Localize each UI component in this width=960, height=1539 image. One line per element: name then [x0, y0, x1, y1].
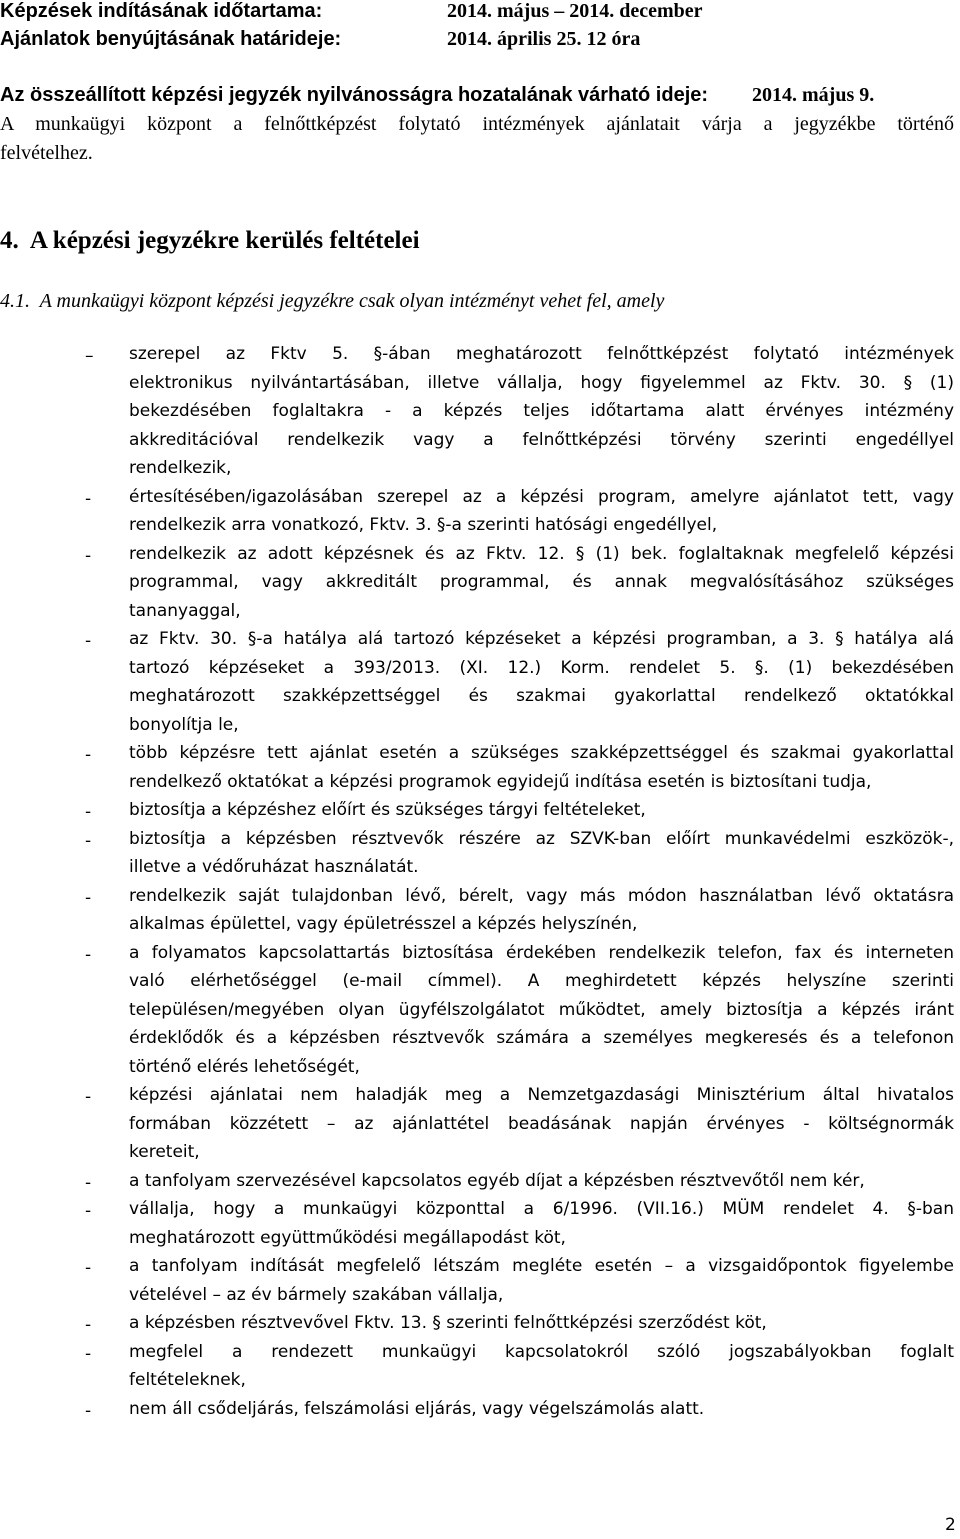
deadline-value: 2014. április 25. 12 óra	[447, 28, 641, 50]
condition-line: vállalja, hogy a munkaügyi központtal a 6/1996. (VII.16.) MÜM rendelet 4. §-ban	[129, 1199, 954, 1219]
condition-line: alkalmas épülettel, vagy épületrésszel a képzés helyszínén,	[129, 914, 638, 934]
start-value: 2014. május – 2014. december	[447, 0, 703, 22]
section-subheading: 4.1. A munkaügyi központ képzési jegyzékre csak olyan intézményt vehet fel, amely	[0, 290, 665, 312]
condition-line: rendelkezik az adott képzésnek és az Fktv. 12. § (1) bek. foglaltaknak megfelelő képzési	[129, 543, 954, 564]
intro-line-1: A munkaügyi központ a felnőttképzést folytató intézmények ajánlatait várja a jegyzékbe történő	[0, 113, 954, 135]
start-label: Képzések indításának időtartama:	[0, 0, 323, 22]
condition-line: meghatározott szakképzettséggel és szakmai gyakorlattal rendelkező oktatókkal	[129, 686, 954, 706]
condition-line: a folyamatos kapcsolattartás biztosítása érdekében rendelkezik telefon, fax és interneten	[129, 942, 954, 963]
condition-line: feltételeknek,	[129, 1370, 246, 1390]
condition-line: képzési ajánlatai nem haladják meg a Nemzetgazdasági Minisztérium által hivatalos	[129, 1085, 954, 1105]
condition-bullet: -	[85, 887, 92, 908]
publish-value: 2014. május 9.	[752, 84, 875, 106]
condition-bullet: –	[85, 346, 94, 366]
condition-line: szerepel az Fktv 5. §-ában meghatározott felnőttképzést folytató intézmények	[129, 344, 954, 364]
condition-line: bekezdésében foglaltakra - a képzés teljes időtartama alatt érvényes intézmény	[129, 401, 954, 421]
deadline-label: Ajánlatok benyújtásának határideje:	[0, 28, 342, 50]
condition-line: biztosítja a képzéshez előírt és szükséges tárgyi feltételeket,	[129, 800, 646, 820]
condition-line: nem áll csődeljárás, felszámolási eljárás, vagy végelszámolás alatt.	[129, 1398, 705, 1419]
condition-line: a tanfolyam indítását megfelelő létszám megléte esetén – a vizsgaidőpontok figyelembe	[129, 1256, 954, 1276]
condition-bullet: -	[85, 488, 92, 509]
condition-bullet: -	[85, 1400, 92, 1421]
condition-line: meghatározott együttműködési megállapodást köt,	[129, 1227, 566, 1248]
condition-line: elektronikus nyilvántartásában, illetve vállalja, hogy figyelemmel az Fktv. 30. § (1)	[129, 372, 954, 393]
condition-line: formában közzétett – az ajánlattétel beadásának napján érvényes - költségnormák	[129, 1113, 954, 1134]
condition-line: programmal, vagy akkreditált programmal, és annak megvalósításához szükséges	[129, 572, 954, 592]
condition-line: településen/megyében olyan ügyfélszolgálatot működtet, amely biztosítja a képzés iránt	[129, 999, 954, 1020]
condition-line: rendelkezik,	[129, 458, 232, 478]
intro-line-2: felvételhez.	[0, 142, 93, 164]
publish-label: Az összeállított képzési jegyzék nyilvánosságra hozatalának várható ideje:	[0, 84, 709, 106]
condition-line: tananyaggal,	[129, 600, 241, 621]
condition-line: való elérhetőséggel (e-mail címmel). A meghirdetett képzés helyszíne szerinti	[129, 971, 954, 991]
condition-bullet: -	[85, 545, 92, 566]
condition-bullet: -	[85, 830, 92, 851]
condition-line: rendelkezik arra vonatkozó, Fktv. 3. §-a szerinti hatósági engedéllyel,	[129, 515, 718, 535]
condition-line: az Fktv. 30. §-a hatálya alá tartozó képzéseket a képzési programban, a 3. § hatálya alá	[129, 629, 954, 649]
condition-line: akkreditációval rendelkezik vagy a felnőttképzési törvény szerinti engedéllyel	[129, 429, 954, 450]
condition-line: rendelkezik saját tulajdonban lévő, bérelt, vagy más módon használatban lévő oktatásra	[129, 885, 954, 906]
condition-bullet: -	[85, 1343, 92, 1364]
page-number: 2	[945, 1515, 956, 1535]
condition-line: megfelel a rendezett munkaügyi kapcsolatokról szóló jogszabályokban foglalt	[129, 1341, 954, 1362]
condition-bullet: -	[85, 745, 92, 765]
condition-bullet: -	[85, 944, 92, 965]
condition-line: több képzésre tett ajánlat esetén a szükséges szakképzettséggel és szakmai gyakorlattal	[129, 743, 954, 763]
condition-line: tartozó képzéseket a 393/2013. (XI. 12.) Korm. rendelet 5. §. (1) bekezdésében	[129, 657, 954, 678]
condition-bullet: -	[85, 1258, 92, 1278]
condition-line: történő elérés lehetőségét,	[129, 1056, 360, 1077]
condition-bullet: -	[85, 1087, 92, 1107]
condition-line: a tanfolyam szervezésével kapcsolatos egyéb díjat a képzésben résztvevőtől nem kér,	[129, 1170, 865, 1191]
condition-line: vételével – az év bármely szakában vállalja,	[129, 1284, 504, 1305]
condition-line: értesítésében/igazolásában szerepel az a képzési program, amelyre ajánlatot tett, vagy	[129, 486, 954, 507]
condition-line: biztosítja a képzésben résztvevők részére az SZVK-ban előírt munkavédelmi eszközök-,	[129, 828, 954, 849]
condition-line: a képzésben résztvevővel Fktv. 13. § szerinti felnőttképzési szerződést köt,	[129, 1313, 767, 1333]
condition-line: illetve a védőruházat használatát.	[129, 857, 419, 877]
condition-line: bonyolítja le,	[129, 714, 239, 735]
condition-bullet: -	[85, 1201, 92, 1221]
condition-bullet: -	[85, 802, 92, 822]
condition-line: érdeklődők és a képzésben résztvevők számára a személyes megkeresés és a telefonon	[129, 1028, 954, 1048]
condition-line: kereteit,	[129, 1142, 200, 1162]
section-heading: 4. A képzési jegyzékre kerülés feltételei	[0, 227, 420, 254]
condition-bullet: -	[85, 631, 92, 651]
condition-bullet: -	[85, 1315, 92, 1335]
condition-line: rendelkező oktatókat a képzési programok egyidejű indítása esetén is biztosítani tudja,	[129, 771, 872, 792]
condition-bullet: -	[85, 1172, 92, 1193]
